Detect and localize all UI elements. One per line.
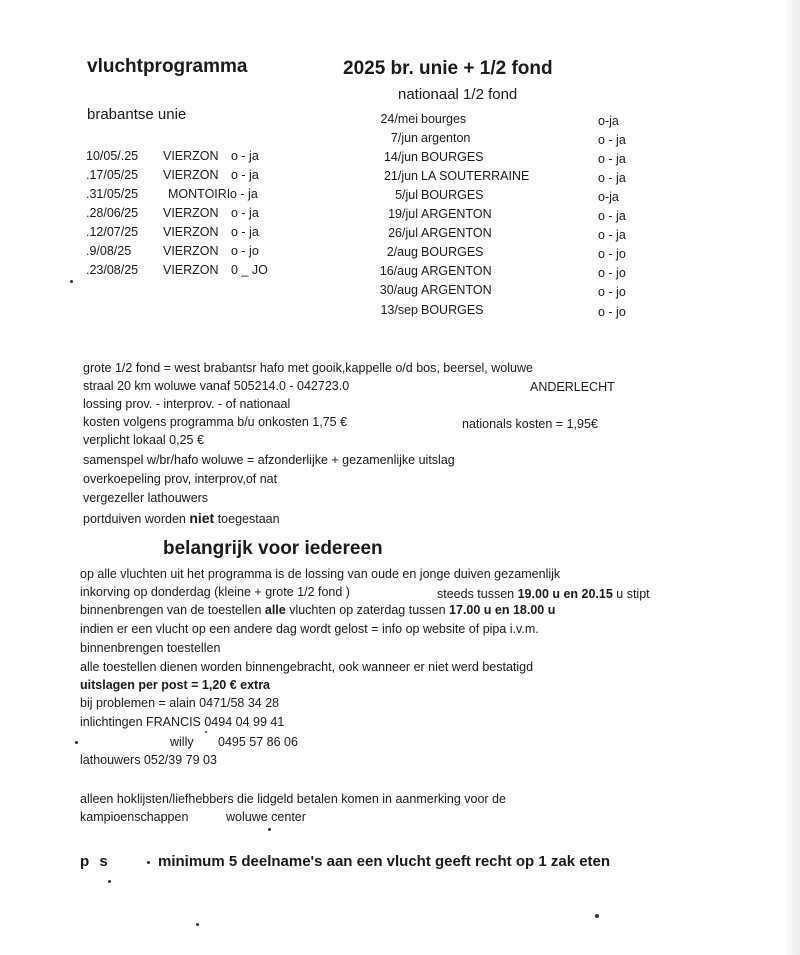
subtitle-nationaal: nationaal 1/2 fond (398, 86, 518, 103)
info-line-8: vergezeller lathouwers (83, 491, 209, 505)
brabantse-unie-date: .23/08/25 (86, 263, 139, 277)
brabantse-unie-date: .9/08/25 (86, 244, 132, 258)
important-line-5: binnenbrengen toestellen (80, 641, 221, 655)
important-line-1: op alle vluchten uit het programma is de lossing van oude en jonge duiven gezamenlijk (80, 567, 561, 581)
brabantse-unie-date: 10/05/.25 (86, 149, 139, 163)
important-line-8: bij problemen = alain 0471/58 34 28 (80, 696, 280, 710)
nationaal-date: 30/aug (379, 283, 418, 297)
brabantse-unie-place: VIERZON (163, 263, 219, 277)
brabantse-unie-place: MONTOIRI (168, 187, 231, 201)
nationaal-date: 24/mei (380, 112, 418, 126)
nationaal-date: 26/jul (388, 226, 418, 240)
info-line-2: straal 20 km woluwe vanaf 505214.0 - 042723.0 (83, 379, 350, 393)
nationaal-place: BOURGES (421, 150, 484, 164)
important-line-12: alleen hoklijsten/liefhebbers die lidgeld betalen komen in aanmerking voor de (80, 792, 506, 806)
important-line-10-number: 0495 57 86 06 (218, 735, 298, 749)
brabantse-unie-note: o - ja (231, 225, 259, 239)
brabantse-unie-place: VIERZON (163, 168, 219, 182)
brabantse-unie-date: .17/05/25 (86, 168, 139, 182)
nationaal-note: o - jo (598, 266, 626, 280)
nationaal-date: 14/jun (383, 150, 418, 164)
nationaal-place: BOURGES (421, 188, 484, 202)
nationaal-note: o - jo (598, 285, 626, 299)
brabantse-unie-note: o - ja (231, 168, 259, 182)
title-right: 2025 br. unie + 1/2 fond (343, 58, 553, 79)
important-line-3-a: binnenbrengen van de toestellen (80, 603, 265, 617)
brabantse-unie-date: .28/06/25 (86, 206, 139, 220)
nationaal-date: 7/jun (390, 131, 418, 145)
important-line-3-b: alle (264, 603, 286, 617)
nationaal-note: o - ja (598, 171, 626, 185)
nationaal-note: o - ja (598, 209, 626, 223)
nationaal-date: 2/aug (386, 245, 418, 259)
nationaal-place: ARGENTON (421, 264, 492, 278)
nationaal-place: ARGENTON (421, 207, 492, 221)
important-line-2-right-a: steeds tussen (437, 587, 518, 601)
nationaal-note: o-ja (598, 114, 619, 128)
important-line-13: kampioenschappen (80, 810, 189, 824)
nationaal-place: ARGENTON (421, 283, 492, 297)
nationaal-date: 13/sep (380, 303, 418, 317)
info-line-4-right: nationals kosten = 1,95€ (462, 417, 598, 431)
nationaal-note: o-ja (598, 190, 619, 204)
important-line-11: lathouwers 052/39 79 03 (80, 753, 217, 767)
scan-speck (268, 828, 271, 831)
brabantse-unie-place: VIERZON (163, 225, 219, 239)
brabantse-unie-date: .12/07/25 (86, 225, 139, 239)
brabantse-unie-note: o - jo (231, 244, 259, 258)
scan-speck (75, 741, 78, 744)
important-line-3 (80, 603, 555, 617)
nationaal-date: 21/jun (383, 169, 418, 183)
brabantse-unie-note: o - ja (231, 206, 259, 220)
title-left: vluchtprogramma (87, 56, 248, 77)
nationaal-note: o - jo (598, 247, 626, 261)
info-line-9 (83, 510, 280, 526)
important-heading: belangrijk voor iedereen (163, 538, 383, 559)
nationaal-place: argenton (421, 131, 471, 145)
scan-speck (70, 280, 73, 283)
nationaal-date: 16/aug (379, 264, 418, 278)
brabantse-unie-place: VIERZON (163, 206, 219, 220)
info-line-9-c: toegestaan (214, 512, 280, 526)
nationaal-date: 19/jul (388, 207, 418, 221)
brabantse-unie-note: 0 _ JO (231, 263, 268, 277)
important-line-3-c: vluchten op zaterdag tussen (285, 603, 450, 617)
nationaal-place: LA SOUTERRAINE (421, 169, 530, 183)
info-line-6: samenspel w/br/hafo woluwe = afzonderlijke + gezamenlijke uitslag (83, 453, 455, 467)
important-line-9: inlichtingen FRANCIS 0494 04 99 41 (80, 715, 285, 729)
info-line-7: overkoepeling prov, interprov,of nat (83, 472, 278, 486)
nationaal-note: o - jo (598, 305, 626, 319)
important-line-3-d: 17.00 u en 18.00 u (449, 603, 556, 617)
nationaal-place: BOURGES (421, 303, 484, 317)
important-line-2-right (437, 587, 650, 601)
brabantse-unie-note: o - ja (231, 149, 259, 163)
nationaal-date: 5/jul (395, 188, 418, 202)
important-line-10-name: willy (170, 735, 194, 749)
section-brabantse-unie: brabantse unie (87, 106, 187, 123)
ps-text: minimum 5 deelname's aan een vlucht geeft recht op 1 zak eten (158, 853, 611, 870)
info-line-4: kosten volgens programma b/u onkosten 1,75 € (83, 415, 348, 429)
brabantse-unie-place: VIERZON (163, 149, 219, 163)
info-line-9-b: niet (189, 510, 215, 526)
nationaal-note: o - ja (598, 152, 626, 166)
info-line-5: verplicht lokaal 0,25 € (83, 433, 204, 447)
scan-speck (595, 914, 599, 918)
info-line-9-a: portduiven worden (83, 512, 190, 526)
brabantse-unie-place: VIERZON (163, 244, 219, 258)
important-line-7: uitslagen per post = 1,20 € extra (80, 678, 271, 692)
nationaal-note: o - ja (598, 228, 626, 242)
brabantse-unie-note: o - ja (230, 187, 258, 201)
important-line-2-right-c: u stipt (612, 587, 650, 601)
important-line-13-right: woluwe center (226, 810, 306, 824)
info-line-2-right: ANDERLECHT (530, 380, 615, 394)
scan-speck (147, 861, 150, 864)
important-line-2: inkorving op donderdag (kleine + grote 1/2 fond ) (80, 585, 350, 599)
nationaal-place: bourges (421, 112, 467, 126)
scan-speck (108, 880, 111, 883)
scan-page-edge (786, 0, 800, 955)
important-line-2-right-b: 19.00 u en 20.15 (517, 587, 613, 601)
nationaal-place: ARGENTON (421, 226, 492, 240)
nationaal-note: o - ja (598, 133, 626, 147)
info-line-3: lossing prov. - interprov. - of nationaal (83, 397, 291, 411)
scan-speck (196, 923, 199, 926)
brabantse-unie-date: .31/05/25 (86, 187, 139, 201)
important-line-4: indien er een vlucht op een andere dag wordt gelost = info op website of pipa i.v.m. (80, 622, 539, 636)
nationaal-place: BOURGES (421, 245, 484, 259)
scan-speck (205, 731, 207, 733)
info-line-1: grote 1/2 fond = west brabantsr hafo met gooik,kappelle o/d bos, beersel, woluwe (83, 361, 533, 375)
ps-label: p s (80, 853, 111, 870)
important-line-6: alle toestellen dienen worden binnengebracht, ook wanneer er niet werd bestatigd (80, 660, 534, 674)
